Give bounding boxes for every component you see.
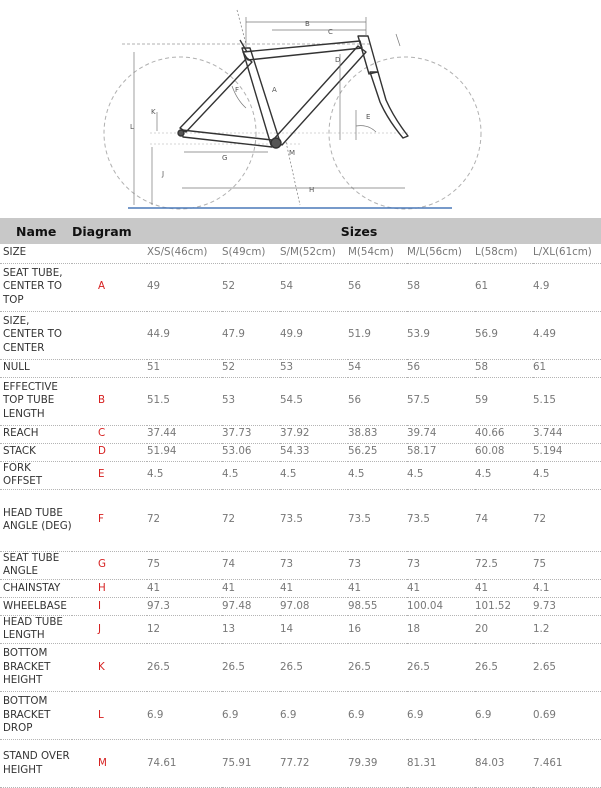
row-value: 73.5 bbox=[280, 489, 348, 551]
label-b: B bbox=[305, 20, 310, 28]
fork bbox=[370, 72, 408, 138]
row-value: 26.5 bbox=[407, 644, 475, 692]
row-diagram-letter: I bbox=[72, 597, 147, 615]
rear-dropout bbox=[178, 130, 184, 136]
label-m: M bbox=[289, 149, 296, 157]
row-value: 6.9 bbox=[280, 692, 348, 740]
row-value: 52 bbox=[222, 359, 280, 377]
row-value: 56 bbox=[348, 263, 407, 311]
row-value: 53 bbox=[222, 377, 280, 425]
row-value: 2.65 bbox=[533, 644, 601, 692]
row-diagram-letter: L bbox=[72, 692, 147, 740]
label-f: F bbox=[235, 86, 240, 94]
row-value: 6.9 bbox=[147, 692, 222, 740]
row-name: EFFECTIVE TOP TUBE LENGTH bbox=[0, 377, 72, 425]
row-value: 58.17 bbox=[407, 443, 475, 461]
row-value: 37.73 bbox=[222, 425, 280, 443]
row-value: 13 bbox=[222, 615, 280, 643]
row-value: 74.61 bbox=[147, 740, 222, 788]
row-diagram-letter: J bbox=[72, 615, 147, 643]
row-value: 61 bbox=[475, 263, 533, 311]
row-value: 75 bbox=[147, 551, 222, 579]
size-label: M/L(56cm) bbox=[407, 244, 475, 263]
chain-stay bbox=[182, 130, 272, 147]
row-name: WHEELBASE bbox=[0, 597, 72, 615]
row-value: 16 bbox=[348, 615, 407, 643]
frame-geometry-diagram bbox=[0, 0, 601, 215]
row-value: 41 bbox=[475, 579, 533, 597]
size-label: L(58cm) bbox=[475, 244, 533, 263]
row-value: 53.9 bbox=[407, 311, 475, 359]
row-value: 6.9 bbox=[407, 692, 475, 740]
row-value: 18 bbox=[407, 615, 475, 643]
table-row bbox=[0, 461, 601, 489]
row-value: 56 bbox=[407, 359, 475, 377]
row-value: 40.66 bbox=[475, 425, 533, 443]
row-name: SEAT TUBE ANGLE bbox=[0, 551, 72, 579]
label-g: G bbox=[222, 154, 228, 162]
row-value: 38.83 bbox=[348, 425, 407, 443]
row-value: 6.9 bbox=[348, 692, 407, 740]
row-value: 20 bbox=[475, 615, 533, 643]
row-value: 37.92 bbox=[280, 425, 348, 443]
row-value: 26.5 bbox=[475, 644, 533, 692]
label-e: E bbox=[366, 113, 371, 121]
table-row bbox=[0, 489, 601, 551]
row-value: 100.04 bbox=[407, 597, 475, 615]
row-diagram-letter: B bbox=[72, 377, 147, 425]
row-value: 101.52 bbox=[475, 597, 533, 615]
table-row bbox=[0, 377, 601, 425]
size-label: S(49cm) bbox=[222, 244, 280, 263]
label-l: L bbox=[130, 123, 134, 131]
row-value: 56 bbox=[348, 377, 407, 425]
row-value: 53 bbox=[280, 359, 348, 377]
row-diagram-letter: H bbox=[72, 579, 147, 597]
row-name: NULL bbox=[0, 359, 72, 377]
row-value: 5.15 bbox=[533, 377, 601, 425]
row-value: 47.9 bbox=[222, 311, 280, 359]
row-name: STACK bbox=[0, 443, 72, 461]
row-diagram-letter: A bbox=[72, 263, 147, 311]
table-row bbox=[0, 551, 601, 579]
row-diagram-letter: F bbox=[72, 489, 147, 551]
row-value: 72 bbox=[147, 489, 222, 551]
row-value: 73.5 bbox=[348, 489, 407, 551]
row-value: 81.31 bbox=[407, 740, 475, 788]
row-name: HEAD TUBE ANGLE (DEG) bbox=[0, 489, 72, 551]
row-value: 84.03 bbox=[475, 740, 533, 788]
row-value: 6.9 bbox=[475, 692, 533, 740]
geometry-table bbox=[0, 218, 601, 788]
header-sizes: Sizes bbox=[147, 218, 601, 244]
row-value: 60.08 bbox=[475, 443, 533, 461]
row-value: 51 bbox=[147, 359, 222, 377]
row-diagram-letter: K bbox=[72, 644, 147, 692]
row-value: 12 bbox=[147, 615, 222, 643]
row-value: 51.94 bbox=[147, 443, 222, 461]
row-value: 97.3 bbox=[147, 597, 222, 615]
row-value: 41 bbox=[348, 579, 407, 597]
row-value: 79.39 bbox=[348, 740, 407, 788]
seat-stay bbox=[180, 58, 252, 132]
bottom-bracket bbox=[271, 138, 281, 148]
row-name: SEAT TUBE, CENTER TO TOP bbox=[0, 263, 72, 311]
row-diagram-letter: M bbox=[72, 740, 147, 788]
row-value: 72 bbox=[222, 489, 280, 551]
row-value: 6.9 bbox=[222, 692, 280, 740]
row-name: SIZE, CENTER TO CENTER bbox=[0, 311, 72, 359]
row-value: 39.74 bbox=[407, 425, 475, 443]
row-value: 41 bbox=[222, 579, 280, 597]
row-diagram-letter: E bbox=[72, 461, 147, 489]
table-row bbox=[0, 311, 601, 359]
table-row bbox=[0, 615, 601, 643]
size-label: L/XL(61cm) bbox=[533, 244, 601, 263]
row-value: 51.5 bbox=[147, 377, 222, 425]
table-body bbox=[0, 244, 601, 788]
row-value: 75 bbox=[533, 551, 601, 579]
row-value: 4.5 bbox=[222, 461, 280, 489]
row-value: 7.461 bbox=[533, 740, 601, 788]
row-value: 0.69 bbox=[533, 692, 601, 740]
row-value: 4.5 bbox=[280, 461, 348, 489]
row-value: 49 bbox=[147, 263, 222, 311]
row-value: 59 bbox=[475, 377, 533, 425]
size-label: S/M(52cm) bbox=[280, 244, 348, 263]
row-value: 72 bbox=[533, 489, 601, 551]
table-row bbox=[0, 740, 601, 788]
row-value: 4.1 bbox=[533, 579, 601, 597]
row-value: 74 bbox=[475, 489, 533, 551]
row-value: 4.5 bbox=[348, 461, 407, 489]
row-value: 4.5 bbox=[407, 461, 475, 489]
row-value: 1.2 bbox=[533, 615, 601, 643]
label-j: J bbox=[162, 170, 165, 178]
row-name: FORK OFFSET bbox=[0, 461, 72, 489]
row-value: 57.5 bbox=[407, 377, 475, 425]
table-row bbox=[0, 443, 601, 461]
row-value: 14 bbox=[280, 615, 348, 643]
size-row-diagram bbox=[72, 244, 147, 263]
label-k: K bbox=[151, 108, 156, 116]
row-value: 58 bbox=[407, 263, 475, 311]
size-label: XS/S(46cm) bbox=[147, 244, 222, 263]
row-value: 41 bbox=[280, 579, 348, 597]
row-value: 74 bbox=[222, 551, 280, 579]
row-value: 9.73 bbox=[533, 597, 601, 615]
row-value: 4.5 bbox=[533, 461, 601, 489]
row-value: 54 bbox=[280, 263, 348, 311]
row-value: 26.5 bbox=[280, 644, 348, 692]
row-diagram-letter: D bbox=[72, 443, 147, 461]
row-value: 98.55 bbox=[348, 597, 407, 615]
row-value: 41 bbox=[147, 579, 222, 597]
row-value: 37.44 bbox=[147, 425, 222, 443]
head-tube bbox=[358, 36, 378, 74]
row-name: BOTTOM BRACKET DROP bbox=[0, 692, 72, 740]
row-name: REACH bbox=[0, 425, 72, 443]
row-value: 44.9 bbox=[147, 311, 222, 359]
row-value: 54 bbox=[348, 359, 407, 377]
row-value: 5.194 bbox=[533, 443, 601, 461]
size-label: M(54cm) bbox=[348, 244, 407, 263]
down-tube bbox=[273, 46, 366, 145]
table-row bbox=[0, 359, 601, 377]
row-value: 61 bbox=[533, 359, 601, 377]
row-value: 4.5 bbox=[147, 461, 222, 489]
row-value: 77.72 bbox=[280, 740, 348, 788]
size-row-label: SIZE bbox=[0, 244, 72, 263]
row-name: CHAINSTAY bbox=[0, 579, 72, 597]
row-value: 4.5 bbox=[475, 461, 533, 489]
row-value: 26.5 bbox=[222, 644, 280, 692]
row-diagram-letter: C bbox=[72, 425, 147, 443]
row-value: 73 bbox=[348, 551, 407, 579]
table-header-row bbox=[0, 218, 601, 244]
row-value: 54.5 bbox=[280, 377, 348, 425]
label-a: A bbox=[272, 86, 277, 94]
row-value: 26.5 bbox=[348, 644, 407, 692]
label-h: H bbox=[309, 186, 315, 194]
seat-tube bbox=[242, 48, 280, 145]
row-value: 56.25 bbox=[348, 443, 407, 461]
row-value: 56.9 bbox=[475, 311, 533, 359]
size-row bbox=[0, 244, 601, 263]
row-value: 73 bbox=[407, 551, 475, 579]
row-value: 75.91 bbox=[222, 740, 280, 788]
label-c: C bbox=[328, 28, 333, 36]
row-value: 49.9 bbox=[280, 311, 348, 359]
row-value: 97.48 bbox=[222, 597, 280, 615]
row-value: 73.5 bbox=[407, 489, 475, 551]
row-value: 51.9 bbox=[348, 311, 407, 359]
table-row bbox=[0, 263, 601, 311]
table-row bbox=[0, 692, 601, 740]
row-name: HEAD TUBE LENGTH bbox=[0, 615, 72, 643]
table-row bbox=[0, 644, 601, 692]
row-value: 4.49 bbox=[533, 311, 601, 359]
row-diagram-letter bbox=[72, 359, 147, 377]
row-diagram-letter: G bbox=[72, 551, 147, 579]
row-value: 72.5 bbox=[475, 551, 533, 579]
row-diagram-letter bbox=[72, 311, 147, 359]
table-row bbox=[0, 425, 601, 443]
table-row bbox=[0, 579, 601, 597]
header-name: Name bbox=[0, 218, 72, 244]
row-value: 52 bbox=[222, 263, 280, 311]
row-value: 26.5 bbox=[147, 644, 222, 692]
row-value: 58 bbox=[475, 359, 533, 377]
row-name: STAND OVER HEIGHT bbox=[0, 740, 72, 788]
row-value: 3.744 bbox=[533, 425, 601, 443]
header-diagram: Diagram bbox=[72, 218, 147, 244]
row-value: 53.06 bbox=[222, 443, 280, 461]
row-value: 73 bbox=[280, 551, 348, 579]
label-d: D bbox=[335, 56, 341, 64]
table-row bbox=[0, 597, 601, 615]
row-name: BOTTOM BRACKET HEIGHT bbox=[0, 644, 72, 692]
bike-frame bbox=[178, 36, 408, 148]
row-value: 54.33 bbox=[280, 443, 348, 461]
row-value: 41 bbox=[407, 579, 475, 597]
row-value: 97.08 bbox=[280, 597, 348, 615]
row-value: 4.9 bbox=[533, 263, 601, 311]
